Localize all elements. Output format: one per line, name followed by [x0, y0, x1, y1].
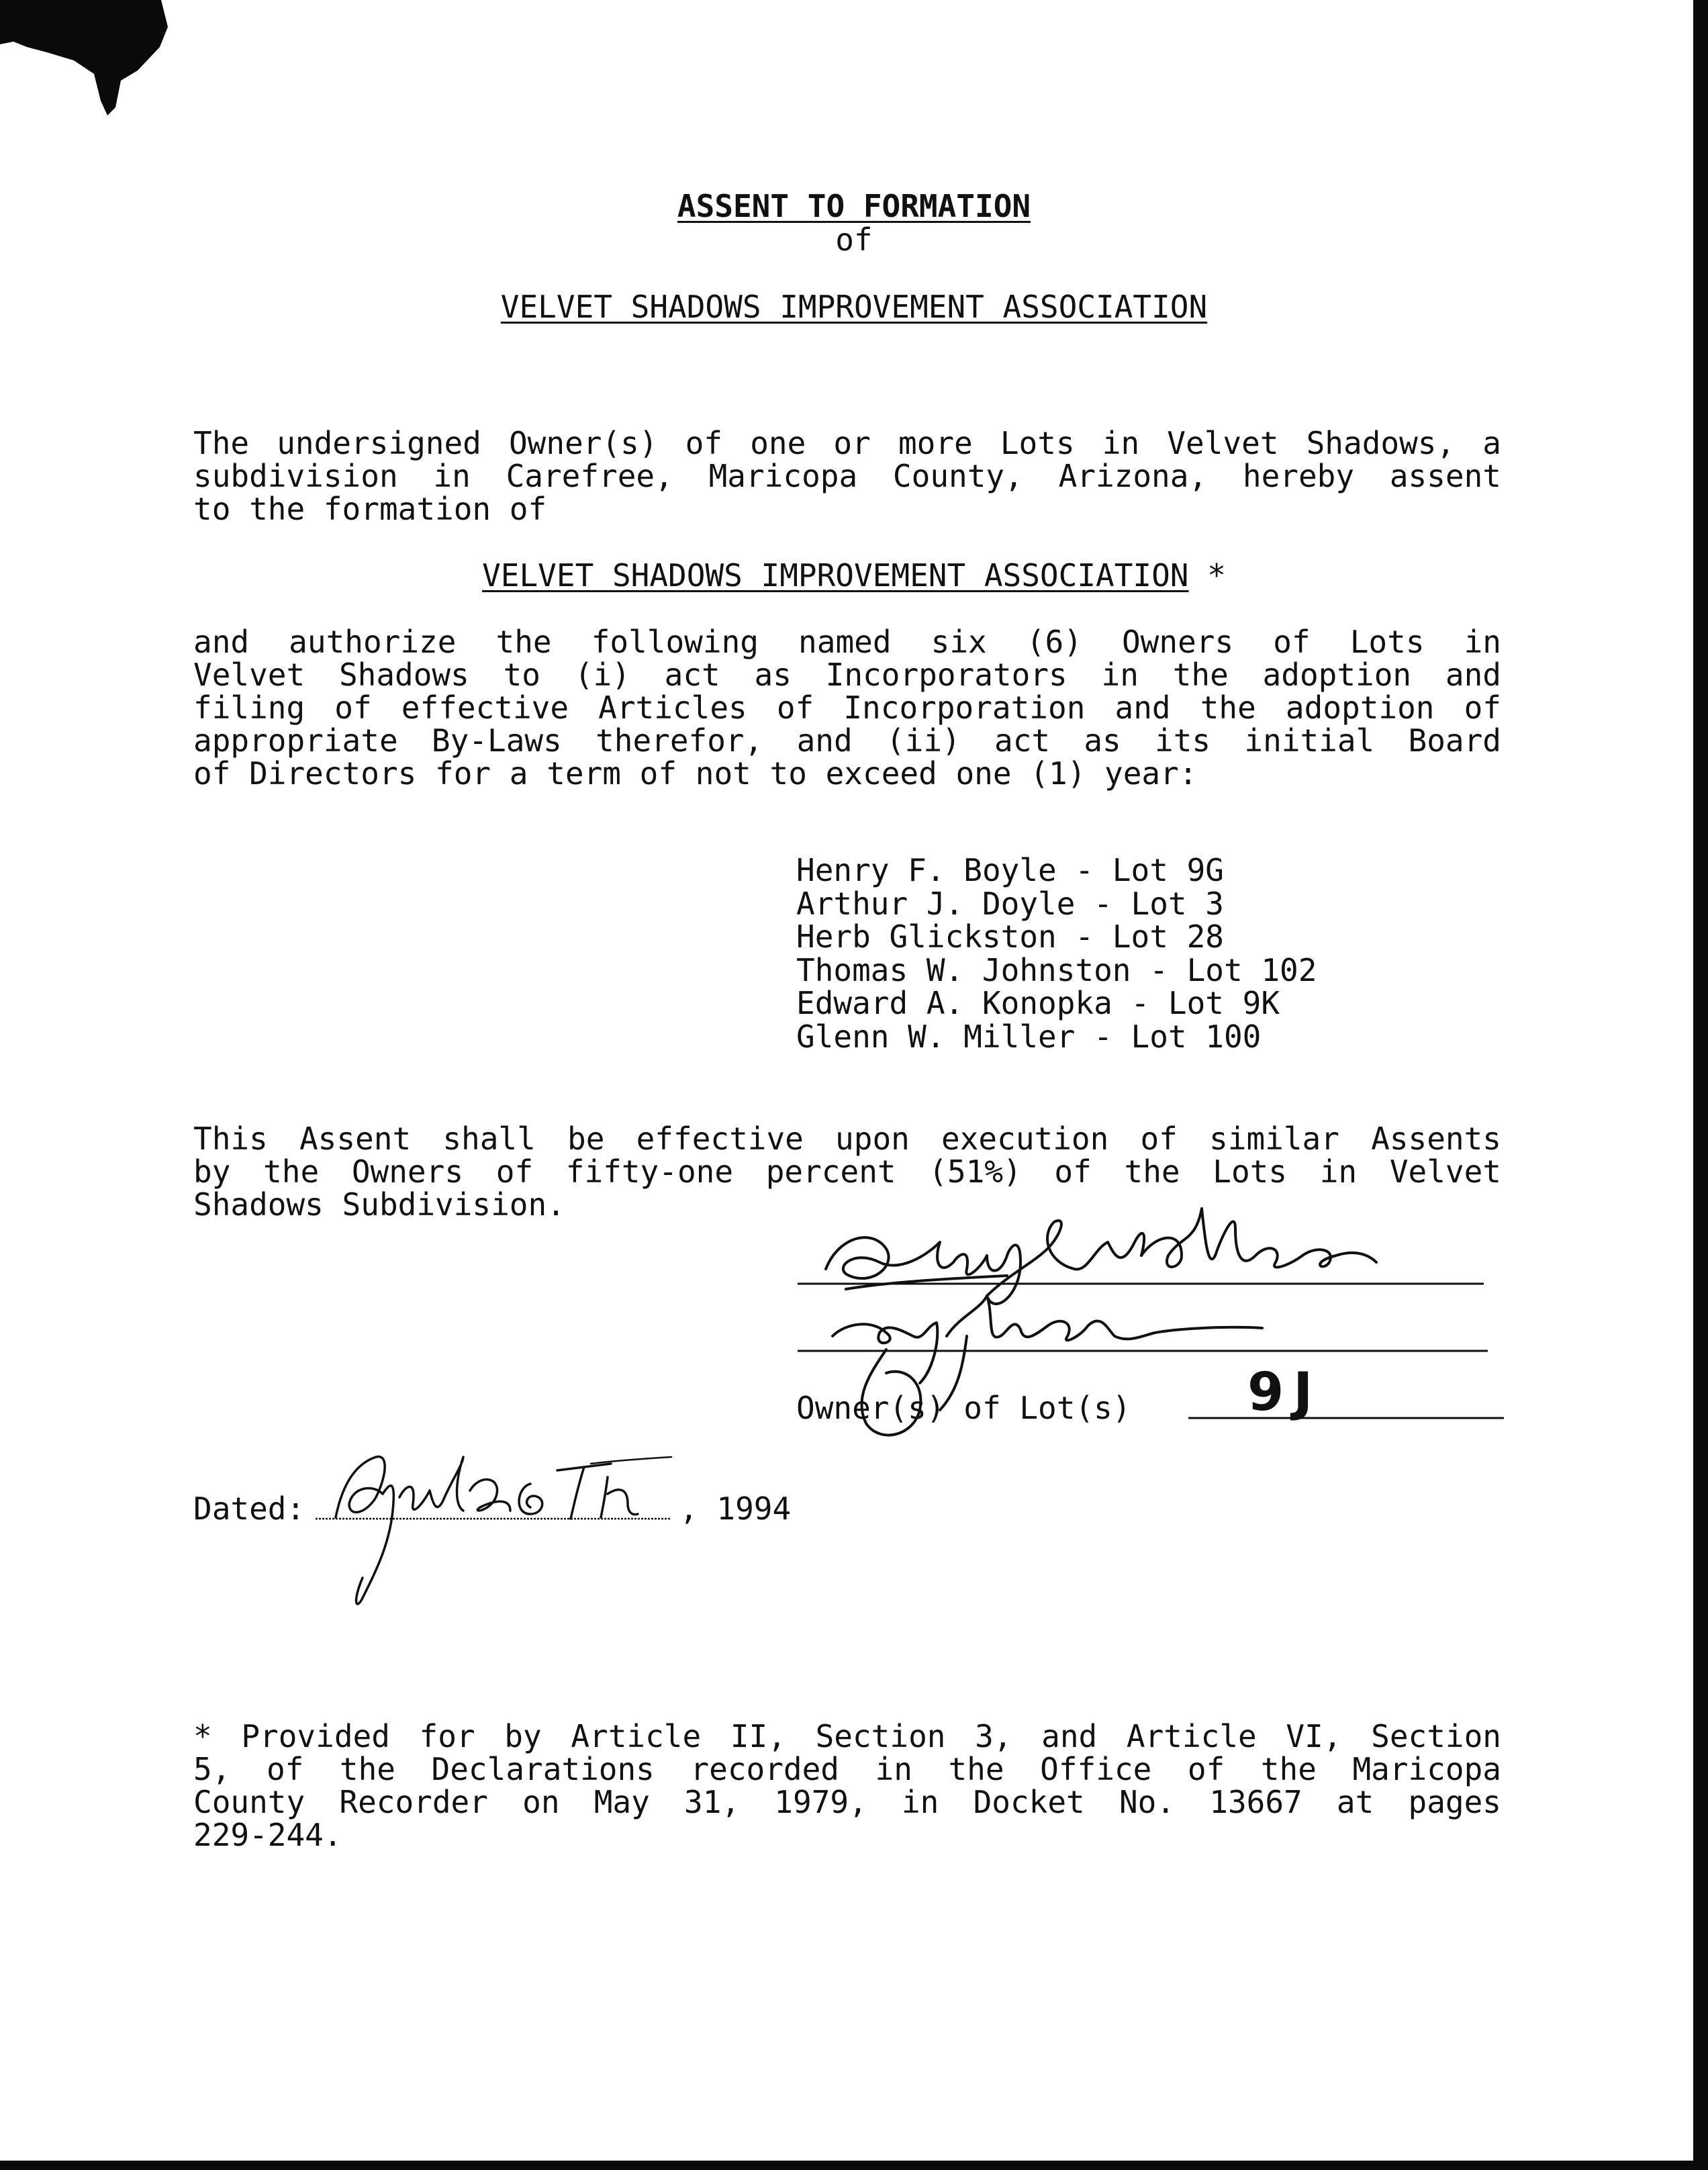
footnote-line: * Provided for by Article II, Section 3, and Article VI, Section [193, 1718, 1501, 1754]
incorporator-item: Thomas W. Johnston - Lot 102 [796, 951, 1317, 988]
incorporator-item: Arthur J. Doyle - Lot 3 [796, 885, 1224, 922]
incorporator-item: Herb Glickston - Lot 28 [796, 918, 1224, 955]
footnote-line: 229-244. [193, 1817, 342, 1853]
dated-label: Dated: [193, 1491, 305, 1527]
association-name-starred: VELVET SHADOWS IMPROVEMENT ASSOCIATION * [482, 557, 1226, 594]
incorporator-item: Henry F. Boyle - Lot 9G [796, 852, 1224, 888]
paragraph-line: of Directors for a term of not to exceed one (1) year: [193, 755, 1198, 792]
document-title: ASSENT TO FORMATION [677, 188, 1031, 224]
paragraph-line: The undersigned Owner(s) of one or more Lots in Velvet Shadows, a [193, 425, 1501, 461]
paragraph-line: to the formation of [193, 491, 547, 527]
footnote-line: County Recorder on May 31, 1979, in Docket No. 13667 at pages [193, 1784, 1501, 1820]
paragraph-line: Shadows Subdivision. [193, 1186, 565, 1223]
paragraph-line: by the Owners of fifty-one percent (51%) of the Lots in Velvet [193, 1153, 1501, 1190]
footnote-asterisk: * [1207, 557, 1226, 594]
paragraph-line: Velvet Shadows to (i) act as Incorporators in the adoption and [193, 657, 1501, 693]
paragraph-line: This Assent shall be effective upon execution of similar Assents [193, 1121, 1501, 1157]
paragraph-line: subdivision in Carefree, Maricopa County, Arizona, hereby assent [193, 458, 1501, 494]
dated-year: , 1994 [679, 1491, 792, 1527]
incorporator-item: Glenn W. Miller - Lot 100 [796, 1018, 1262, 1055]
footnote-line: 5, of the Declarations recorded in the Office of the Maricopa [193, 1751, 1501, 1787]
document-title-of: of [835, 222, 873, 258]
handwritten-date [336, 1457, 671, 1604]
incorporator-item: Edward A. Konopka - Lot 9K [796, 985, 1280, 1022]
owner-of-lot-label: Owner(s) of Lot(s) [796, 1390, 1131, 1426]
paragraph-line: and authorize the following named six (6) Owners of Lots in [193, 624, 1501, 660]
footnote [193, 1720, 1501, 1852]
paragraph-line: filing of effective Articles of Incorporation and the adoption of [193, 690, 1501, 726]
association-heading: VELVET SHADOWS IMPROVEMENT ASSOCIATION [500, 289, 1208, 325]
paragraph-line: appropriate By-Laws therefor, and (ii) act as its initial Board [193, 722, 1501, 759]
signature-1 [826, 1209, 1376, 1304]
lot-number-handwritten: 9J [1247, 1362, 1323, 1423]
